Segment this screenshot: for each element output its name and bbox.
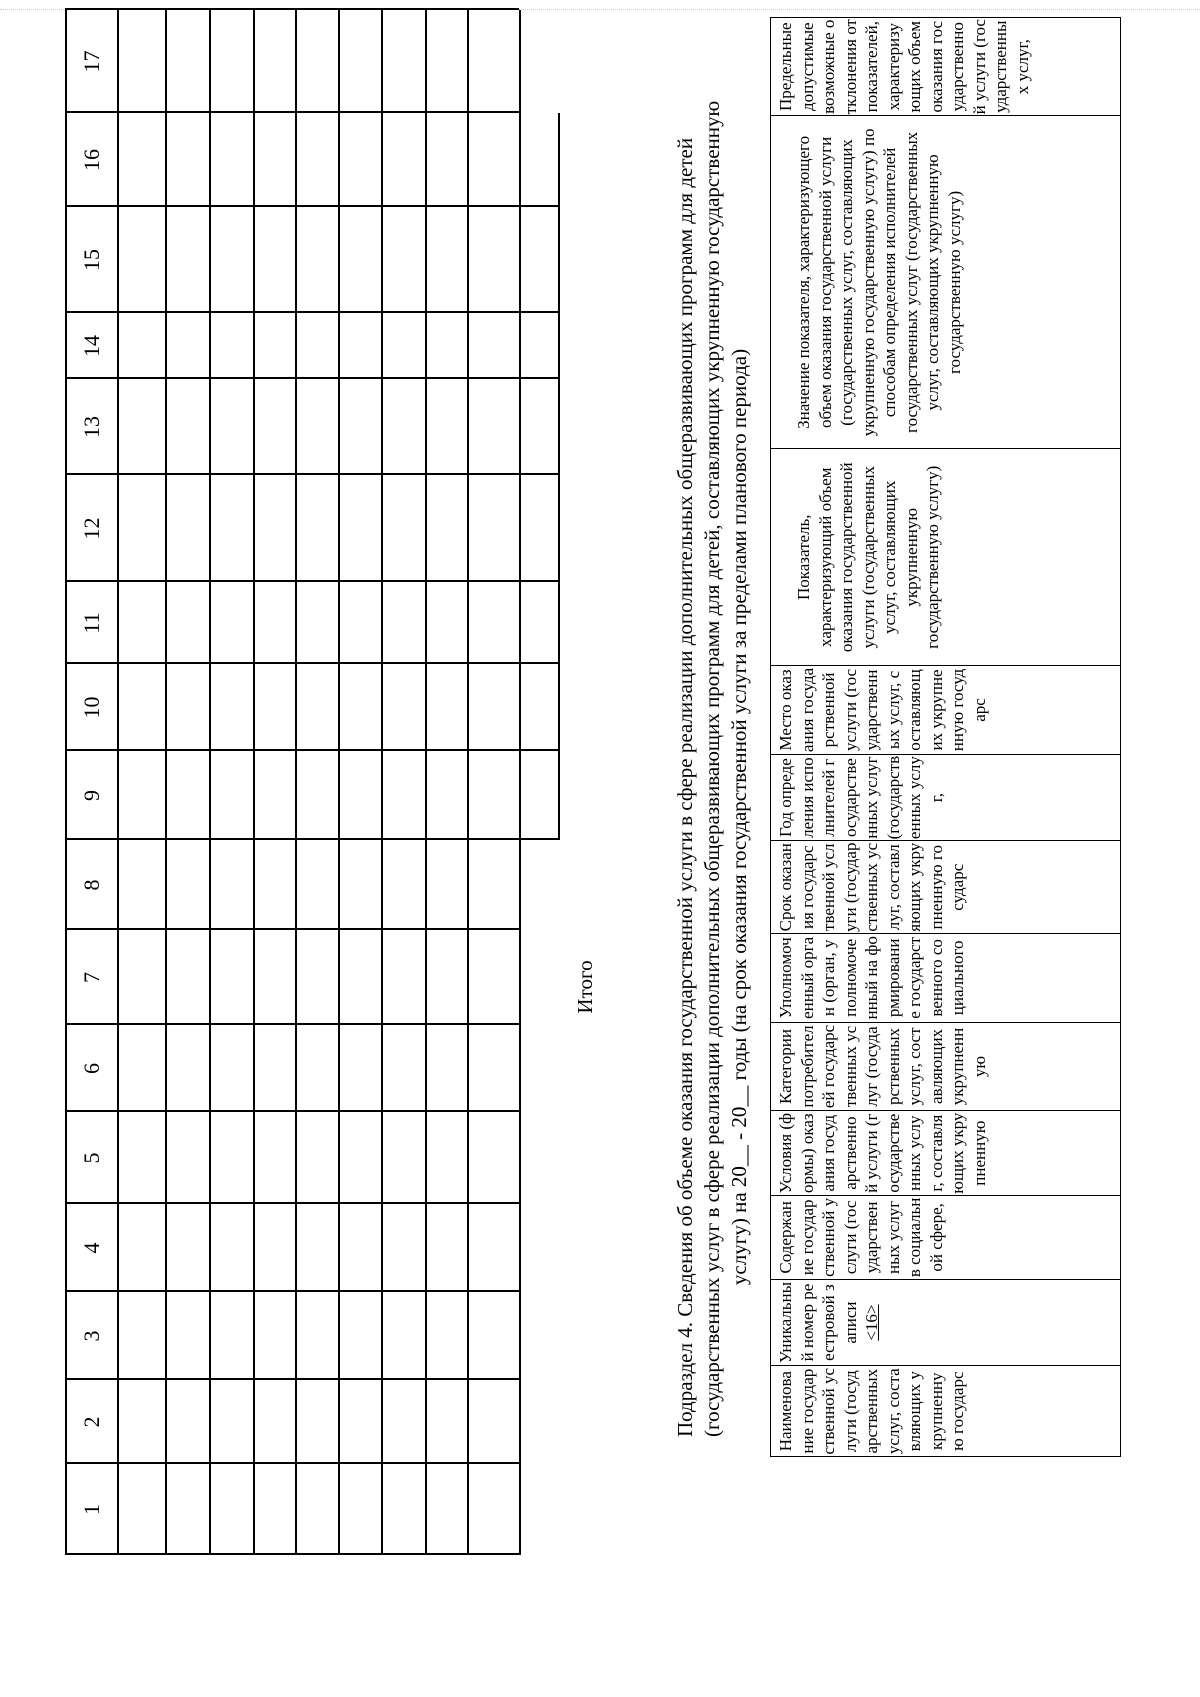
column-number-3: 3 [79, 1330, 104, 1342]
heading-line-2: (государственных услуг в сфере реализации дополнительных общеразвивающих программ для детей, составляющих укрупненную государственную [700, 100, 724, 1437]
grid-vline [65, 1203, 519, 1205]
header-cell-term: Срок оказания государственной услуги (государственных услуг, составляющих укрупненную государс [771, 840, 1120, 933]
header-cell-authority: Уполномоченный орган (орган, уполномоченный на формирование государственного социального [771, 933, 1120, 1022]
header-table [770, 17, 1121, 1457]
grid-vline [65, 1554, 519, 1556]
grid-vline [65, 750, 558, 752]
grid-row-line [253, 10, 255, 1555]
header-cell-place: Место оказания государственной услуги (государственных услуг, составляющих укрупненную государс [771, 665, 1120, 754]
grid-vline [65, 112, 519, 114]
section-heading [672, 100, 753, 1437]
heading-line-1: Подраздел 4. Сведения об объеме оказания государственной услуги в сфере реализации дополнительных общеразвивающих программ для детей [673, 137, 697, 1437]
column-number-6: 6 [79, 1063, 104, 1074]
grid-row-line [467, 10, 469, 1555]
grid-row-line [295, 10, 297, 1555]
header-cell-indicator: Показатель, характеризующий объем оказания государственной услуги (государственных услуг, составляющих укрупненную государственную услугу) [771, 448, 1120, 665]
header-cell-registry-number [771, 1279, 1120, 1366]
grid-vline [65, 1379, 519, 1381]
grid-row-line [381, 10, 383, 1555]
column-number-17: 17 [79, 50, 104, 73]
header-cell-conditions: Условия (формы) оказания государственной услуги (государственных услуг, составляющих укрупненную [771, 1110, 1120, 1195]
header-cell-categories: Категории потребителей государственных услуг (государственных услуг, составляющих укрупненную [771, 1022, 1120, 1111]
grid-vline [65, 1291, 519, 1293]
column-number-13: 13 [79, 416, 104, 438]
column-number-12: 12 [79, 517, 104, 540]
grid-vline [65, 474, 558, 476]
header-cell-indicator-value: Значение показателя, характеризующего объем оказания государственной услуги (государственных услуг, составляющих укрупненную государственную услугу) по способам определения исполнителей государственных услуг (государственных услуг, составляющих укрупненную государственную услугу) [771, 115, 1120, 448]
grid-number-row-line [117, 10, 119, 1555]
column-number-15: 15 [79, 249, 104, 271]
grid-vline [65, 663, 558, 665]
grid-vline [65, 206, 558, 208]
footnote-link-16[interactable]: <16> [862, 1304, 881, 1341]
header-cell-registry-number-text: Уникальный номер реестровой записи [776, 1281, 860, 1364]
column-number-8: 8 [79, 879, 104, 891]
grid-vline [65, 839, 558, 841]
column-number-4: 4 [79, 1242, 104, 1254]
header-cell-year: Год определения исполнителей государственных услуг (государственных услуг, [771, 754, 1120, 841]
itogo-label: Итого [572, 960, 597, 1014]
column-number-10: 10 [79, 696, 104, 719]
grid-vline [65, 9, 519, 11]
column-number-5: 5 [79, 1152, 104, 1164]
grid-row-line [165, 10, 167, 1555]
header-cell-content: Содержание государственной услуги (государственных услуг в социальной сфере, [771, 1195, 1120, 1279]
column-number-9: 9 [79, 790, 104, 801]
grid-vline [65, 581, 558, 583]
column-number-16: 16 [79, 149, 104, 171]
header-cell-deviations: Предельные допустимые возможные отклонения от показателей, характеризующих объем оказания государственной услуги (государственных услуг, [776, 19, 1032, 115]
grid-row-line [519, 10, 521, 1555]
grid-vline [65, 1111, 519, 1113]
grid-row-line [425, 10, 427, 1555]
grid-row-line [209, 10, 211, 1555]
grid-vline [65, 312, 558, 314]
header-cell-service-name: Наименование государственной услуги (государственных услуг, составляющих укрупненную государс [771, 1365, 1120, 1456]
grid-itogo-bottom [558, 113, 560, 840]
grid-row-line [338, 10, 340, 1555]
column-number-1: 1 [79, 1504, 104, 1515]
grid-vline [65, 378, 558, 380]
column-number-2: 2 [79, 1416, 104, 1428]
column-number-7: 7 [79, 972, 104, 983]
grid-vline [65, 1463, 519, 1465]
grid-vline [65, 1024, 519, 1026]
grid-vline [65, 929, 519, 931]
column-number-14: 14 [79, 335, 104, 357]
heading-line-3: услугу) на 20__ - 20__ годы (на срок оказания государственной услуги за пределами планового периода) [727, 348, 751, 1286]
column-number-11: 11 [79, 612, 104, 634]
